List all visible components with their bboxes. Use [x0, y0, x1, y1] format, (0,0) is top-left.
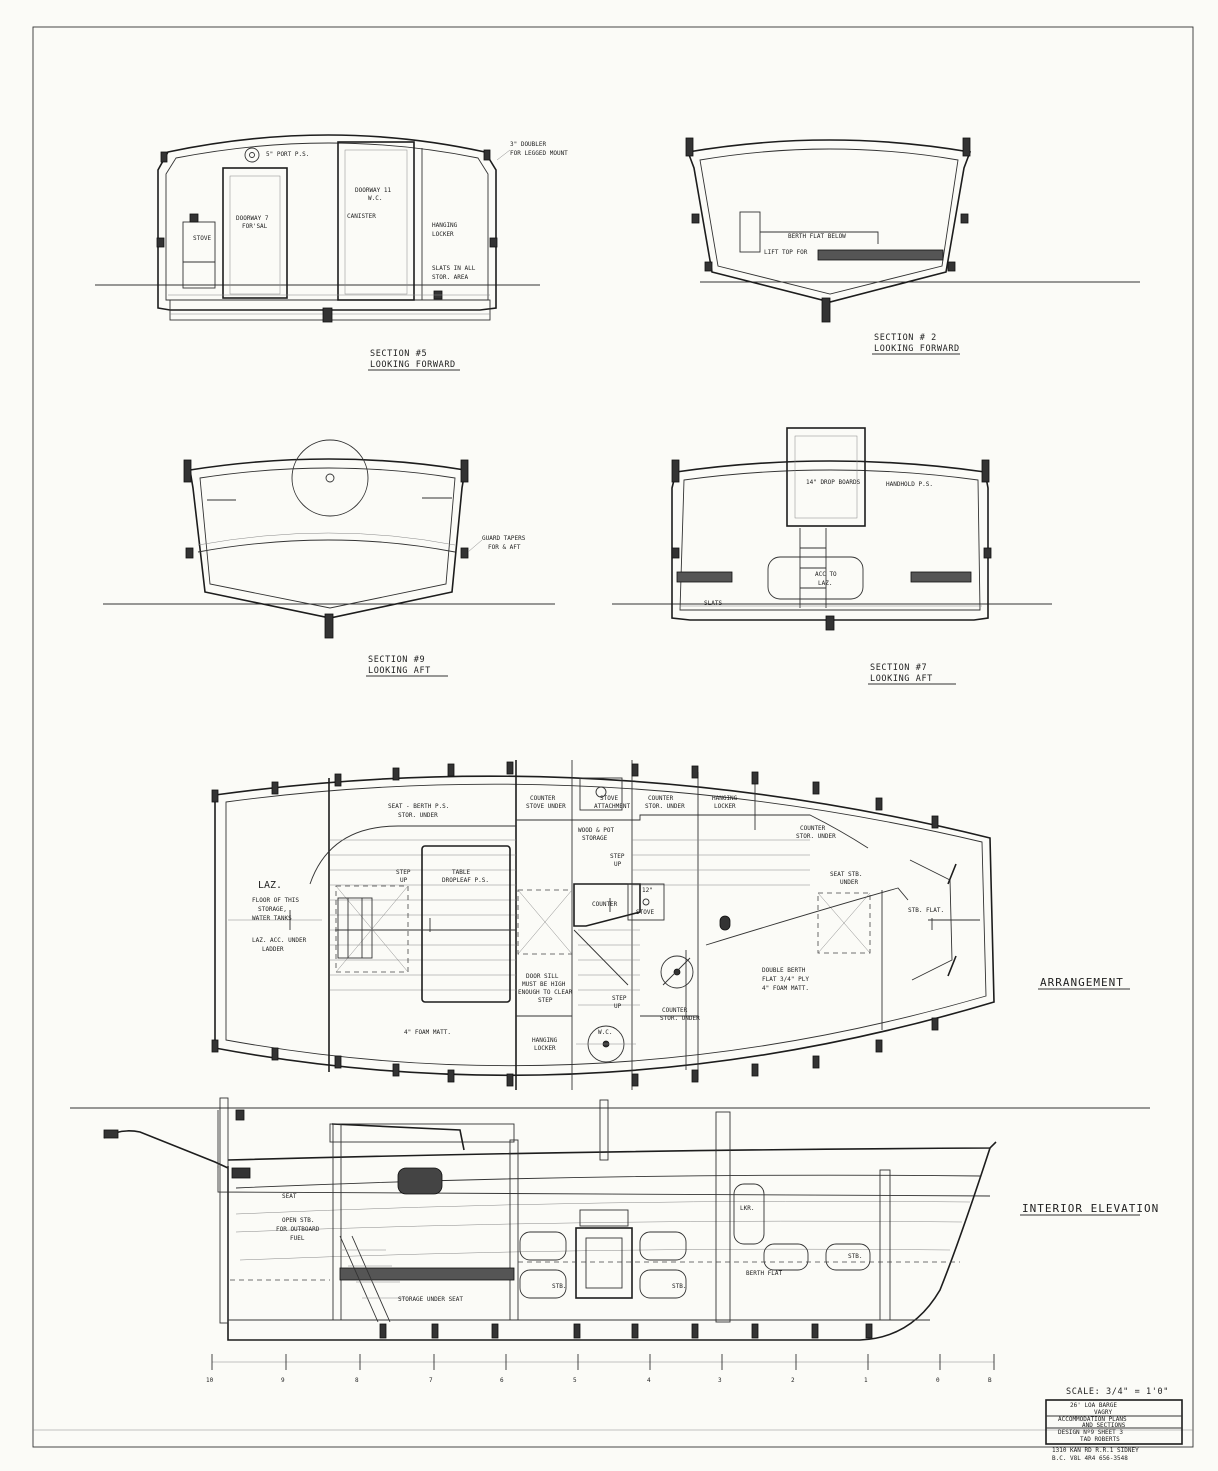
arr-dbl-label-2: FLAT 3/4" PLY	[762, 976, 809, 983]
arr-hanging-label: HANGING	[712, 795, 738, 802]
arr-seat3-label: SEAT STB.	[830, 871, 863, 878]
arrangement-title: ARRANGEMENT	[1040, 976, 1124, 989]
arr-laz-label-6: LADDER	[262, 946, 284, 953]
s7-slats-label: SLATS	[704, 600, 723, 607]
station-label: 0	[936, 1377, 940, 1384]
arr-laz-label: LAZ.	[258, 880, 283, 891]
arr-hanging-label-2: LOCKER	[714, 803, 736, 810]
title-line-7: 1310 KAN RD R.R.1 SIDNEY	[1052, 1447, 1139, 1454]
section-9-title: SECTION #9	[368, 655, 426, 665]
interior-elevation-title: INTERIOR ELEVATION	[1022, 1202, 1160, 1215]
arr-laz-label-3: STORAGE,	[258, 906, 287, 913]
station-label: B	[988, 1377, 992, 1384]
s7-handhold-label: HANDHOLD P.S.	[886, 481, 933, 488]
s5-hanging-label: HANGING	[432, 222, 458, 229]
elev-open-label-2: FOR OUTBOARD	[276, 1226, 320, 1233]
arr-counter3-label-2: STOR. UNDER	[796, 833, 836, 840]
elev-stb-label-3: STB.	[848, 1253, 863, 1260]
section-5-title: SECTION #5	[370, 349, 428, 359]
s5-stove-label: STOVE	[193, 235, 212, 242]
arr-door-label-2: MUST BE HIGH	[522, 981, 566, 988]
title-line-5: DESIGN Nº9 SHEET 3	[1058, 1429, 1124, 1436]
s5-doubler-label-2: FOR LEGGED MOUNT	[510, 150, 568, 157]
arr-hanging-label-3: HANGING	[532, 1037, 558, 1044]
s5-port-label: 5" PORT P.S.	[266, 151, 310, 158]
station-label: 10	[206, 1377, 214, 1384]
arr-counter5-label-2: STOR. UNDER	[660, 1015, 700, 1022]
arr-step3-label-2: UP	[614, 1003, 622, 1010]
arr-wc-label: W.C.	[598, 1029, 613, 1036]
arr-stove-label: STOVE	[600, 795, 619, 802]
elev-open-label-3: FUEL	[290, 1235, 305, 1242]
arr-counter3-label: COUNTER	[800, 825, 826, 832]
arr-counter5-label: COUNTER	[662, 1007, 688, 1014]
arr-laz-label-5: LAZ. ACC. UNDER	[252, 937, 307, 944]
elev-stb-label-2: STB.	[672, 1283, 687, 1290]
arr-table-label-2: DROPLEAF P.S.	[442, 877, 489, 884]
section-2-subtitle: LOOKING FORWARD	[874, 344, 960, 354]
s5-doorway7-label-2: FOR'SAL	[242, 223, 268, 230]
title-line-4: AND SECTIONS	[1082, 1422, 1126, 1429]
arr-stbflat-label: STB. FLAT.	[908, 907, 945, 914]
station-label: 2	[791, 1377, 795, 1384]
s5-doorway11-label-2: W.C.	[368, 195, 383, 202]
title-line-3: ACCOMMODATION PLANS	[1058, 1416, 1127, 1423]
arr-step2-label: STEP	[610, 853, 625, 860]
arr-seat-label: SEAT - BERTH P.S.	[388, 803, 450, 810]
arr-hanging-label-4: LOCKER	[534, 1045, 556, 1052]
elevation-labels	[276, 1193, 862, 1303]
title-line-6: TAD ROBERTS	[1080, 1436, 1120, 1443]
section-2-title: SECTION # 2	[874, 333, 937, 343]
arr-dim-label: 12"	[642, 887, 653, 894]
elev-storage-label: STORAGE UNDER SEAT	[398, 1296, 464, 1303]
arr-seat-label-2: STOR. UNDER	[398, 812, 438, 819]
arr-door-label-4: STEP	[538, 997, 553, 1004]
s5-doorway11-label: DOORWAY 11	[355, 187, 392, 194]
s9-guard-label-2: FOR & AFT	[488, 544, 521, 551]
station-label: 6	[500, 1377, 504, 1384]
arr-laz-label-2: FLOOR OF THIS	[252, 897, 299, 904]
title-block	[1046, 1400, 1182, 1444]
arr-counter2-label-2: STOR. UNDER	[645, 803, 685, 810]
section-7-title: SECTION #7	[870, 663, 928, 673]
s5-hanging-label-2: LOCKER	[432, 231, 454, 238]
s5-canister-label: CANISTER	[347, 213, 376, 220]
section-9-subtitle: LOOKING AFT	[368, 666, 431, 676]
s9-guard-label: GUARD TAPERS	[482, 535, 526, 542]
arr-seat3-label-2: UNDER	[840, 879, 859, 886]
scale-note: SCALE: 3/4" = 1'0"	[1066, 1387, 1169, 1397]
arrangement-frames	[212, 762, 938, 1086]
section-7-drawing	[612, 428, 1052, 630]
station-label: 1	[864, 1377, 868, 1384]
arr-dbl-label-3: 4" FOAM MATT.	[762, 985, 809, 992]
section-5-drawing	[95, 135, 540, 322]
station-label: 8	[355, 1377, 359, 1384]
station-ticks	[212, 1354, 994, 1370]
arr-step3-label: STEP	[612, 995, 627, 1002]
station-label: 3	[718, 1377, 722, 1384]
arr-counter4-label: COUNTER	[592, 901, 618, 908]
arr-step1-label-2: UP	[400, 877, 408, 884]
section-2-drawing	[686, 138, 1140, 322]
elev-lkr-label: LKR.	[740, 1205, 755, 1212]
station-label: 7	[429, 1377, 433, 1384]
arr-wood-label: WOOD & POT	[578, 827, 615, 834]
station-label: 9	[281, 1377, 285, 1384]
s7-dropboards-label: 14" DROP BOARDS	[806, 479, 861, 486]
s7-laz-label: LAZ.	[818, 580, 833, 587]
arr-dbl-label: DOUBLE BERTH	[762, 967, 806, 974]
station-label: 5	[573, 1377, 577, 1384]
arr-counter2-label: COUNTER	[648, 795, 674, 802]
elevation-frames	[380, 1324, 872, 1338]
floor-planking	[330, 840, 810, 1005]
arr-step1-label: STEP	[396, 869, 411, 876]
arr-counter1-label-2: STOVE UNDER	[526, 803, 566, 810]
s7-acc-label: ACC TO	[815, 571, 837, 578]
elev-open-label: OPEN STB.	[282, 1217, 315, 1224]
s2-berth-label: BERTH FLAT BELOW	[788, 233, 846, 240]
s5-doubler-label: 3" DOUBLER	[510, 141, 547, 148]
section-7-subtitle: LOOKING AFT	[870, 674, 933, 684]
arr-foam-label: 4" FOAM MATT.	[404, 1029, 451, 1036]
elev-stb-label: STB.	[552, 1283, 567, 1290]
s2-lift-label: LIFT TOP FOR	[764, 249, 808, 256]
arr-counter1-label: COUNTER	[530, 795, 556, 802]
s5-slats-label-2: STOR. AREA	[432, 274, 469, 281]
s5-slats-label: SLATS IN ALL	[432, 265, 476, 272]
station-label: 4	[647, 1377, 651, 1384]
arr-door-label-3: ENOUGH TO CLEAR	[518, 989, 573, 996]
elev-seat-label: SEAT	[282, 1193, 297, 1200]
interior-elevation-drawing	[70, 1098, 1150, 1340]
arr-stove-label-2: ATTACHMENT	[594, 803, 631, 810]
arr-laz-label-4: WATER TANKS	[252, 915, 292, 922]
arr-stove-label-3: STOVE	[636, 909, 655, 916]
s5-doorway7-label: DOORWAY 7	[236, 215, 269, 222]
arr-wood-label-2: STORAGE	[582, 835, 608, 842]
title-line-2: VAGRY	[1094, 1409, 1113, 1416]
elev-berth-label: BERTH FLAT	[746, 1270, 783, 1277]
arr-table-label: TABLE	[452, 869, 471, 876]
station-labels	[206, 1377, 992, 1384]
arr-step2-label-2: UP	[614, 861, 622, 868]
title-line-1: 26' LOA BARGE	[1070, 1402, 1117, 1409]
section-5-subtitle: LOOKING FORWARD	[370, 360, 456, 370]
title-line-8: B.C. V8L 4R4 656-3548	[1052, 1455, 1128, 1462]
arr-door-label: DOOR SILL	[526, 973, 559, 980]
